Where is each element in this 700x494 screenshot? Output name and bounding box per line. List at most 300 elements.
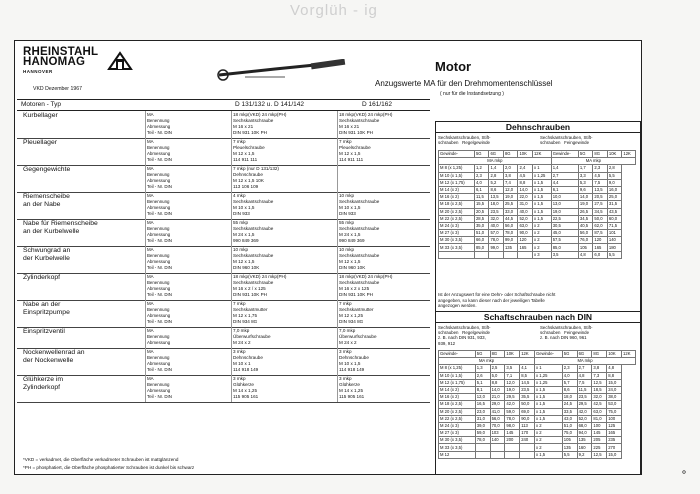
table-cell: 68,0 <box>577 422 592 429</box>
table-cell: 25,5 <box>503 201 518 208</box>
value-d131: Sechskantschraube <box>233 226 274 231</box>
table-row <box>439 451 636 458</box>
table-cell: M 33 (x 3,5) <box>439 244 475 251</box>
table-cell: x 2 <box>535 422 563 429</box>
table-cell: 30,5 <box>551 222 578 229</box>
value-d131: 18 mkp(VKD) 24 mkp(PH) <box>233 274 287 279</box>
spec-label: Benennung <box>147 172 170 177</box>
spec-label: Benennung <box>147 307 170 312</box>
table-cell: x 1,5 <box>535 394 563 401</box>
column-header: 12K <box>622 351 636 358</box>
edition-label: VKD Dezember 1967 <box>33 86 83 92</box>
spec-label: Benennung <box>147 334 170 339</box>
table-cell: M 14 (x 2) <box>439 186 475 193</box>
spec-label: Teil - Nr. DIN <box>147 157 172 162</box>
table-cell: 5,1 <box>475 379 490 386</box>
value-d131: DIN 931 10K PH <box>233 292 267 297</box>
value-d161: M 24 x 2 <box>339 340 357 345</box>
table-cell: 22,0 <box>518 194 533 201</box>
table-cell: 120 <box>518 237 533 244</box>
table-cell: 14,0 <box>490 386 505 393</box>
table-row <box>17 219 430 247</box>
dehnschrauben-title: Dehnschrauben <box>436 122 640 133</box>
spec-label: Teil - Nr. DIN <box>147 319 172 324</box>
table-header-row <box>439 151 636 158</box>
table-cell: 23,5 <box>489 208 504 215</box>
table-cell: 165 <box>518 244 533 251</box>
spec-label: Abmessung <box>147 178 171 183</box>
spec-label: Benennung <box>147 199 170 204</box>
spec-label: Teil - Nr. DIN <box>147 211 172 216</box>
table-row <box>439 186 636 193</box>
column-header: Gewinde- <box>551 151 578 158</box>
table-cell: x 1,25 <box>535 379 563 386</box>
spec-label: MA <box>147 349 154 354</box>
table-row <box>439 230 636 237</box>
table-row <box>439 401 636 408</box>
table-cell: 4,0 <box>562 372 577 379</box>
value-d131: DIN 931 10K PH <box>233 130 267 135</box>
table-cell: 63,0 <box>518 222 533 229</box>
part-name: Nabe für Riemenscheibe an der Kurbelwelle <box>23 220 98 235</box>
value-d161: 10 mkp <box>339 247 355 252</box>
table-cell: 1,3 <box>475 365 490 372</box>
value-d131: Glühkerze <box>233 382 254 387</box>
value-d161: M 16 x 21 <box>339 124 360 129</box>
table-cell: x 2 <box>532 222 551 229</box>
column-header: 5G <box>578 151 593 158</box>
table-cell: 19,0 <box>503 194 518 201</box>
table-cell: 7,5 <box>593 179 608 186</box>
table-cell: 5,5 <box>607 172 622 179</box>
table-cell: x 2 <box>535 437 563 444</box>
value-d131: DIN 933 <box>233 211 250 216</box>
column-header: 6G <box>577 351 592 358</box>
table-cell: 140 <box>490 437 505 444</box>
spec-label: MA <box>147 193 154 198</box>
table-cell: 19,0 <box>505 386 520 393</box>
table-cell: 14,5 <box>520 379 535 386</box>
table-cell: 94,0 <box>577 430 592 437</box>
value-d161: 10 mkp <box>339 193 355 198</box>
brand-logo <box>23 47 98 77</box>
table-row <box>439 179 636 186</box>
table-cell: 23,5 <box>577 394 592 401</box>
table-cell: 105 <box>578 244 593 251</box>
table-cell: 4,8 <box>607 365 622 372</box>
table-cell: 135 <box>562 444 577 451</box>
table-cell: 7,4 <box>503 179 518 186</box>
table-cell: 12,0 <box>475 394 490 401</box>
spec-label: Benennung <box>147 382 170 387</box>
table-cell: 85,0 <box>474 244 489 251</box>
table-cell: 200 <box>505 437 520 444</box>
torque-sheet <box>14 40 642 475</box>
table-cell: 11,5 <box>577 386 592 393</box>
table-cell: 100 <box>592 422 607 429</box>
table-cell: 45,0 <box>551 230 578 237</box>
table-row <box>17 273 430 301</box>
schaft-header-right: Sechskantschrauben, Stift- schrauben Feingewinde z. B. nach DIN 960, 961 <box>540 325 593 341</box>
table-cell: 11,5 <box>474 194 489 201</box>
table-cell: 52,0 <box>518 215 533 222</box>
table-cell: 41,0 <box>490 408 505 415</box>
table-cell: 24,0 <box>607 386 622 393</box>
spec-label: Abmessung <box>147 232 171 237</box>
spec-label: Abmessung <box>147 286 171 291</box>
table-cell: 34,5 <box>578 215 593 222</box>
table-cell: 90,0 <box>518 230 533 237</box>
part-name: Gegengewichte <box>23 166 71 173</box>
table-cell: x 1,5 <box>535 401 563 408</box>
table-cell <box>490 444 505 451</box>
table-cell: 33,5 <box>562 408 577 415</box>
table-cell: M 14 (x 2) <box>439 386 476 393</box>
table-cell: 62,0 <box>593 222 608 229</box>
footnote-vkd: *VKD = verkadmet, die Oberfläche verkadmeter Schrauben ist mattglänzend <box>23 457 179 462</box>
spec-label: MA <box>147 247 154 252</box>
spec-label: MA <box>147 376 154 381</box>
spec-label: Abmessung <box>147 151 171 156</box>
table-cell: 43,0 <box>562 415 577 422</box>
spec-label: Abmessung <box>147 259 171 264</box>
table-row <box>439 394 636 401</box>
table-cell: 135 <box>577 437 592 444</box>
value-d161: Glühkerze <box>339 382 360 387</box>
spec-label: MA <box>147 301 154 306</box>
table-cell: 12,5 <box>592 379 607 386</box>
table-cell: 1,4 <box>489 165 504 172</box>
table-cell: 63,0 <box>592 408 607 415</box>
table-cell: M 10 (x 1,5) <box>439 372 476 379</box>
value-d131: M 12 x 1,5 10K <box>233 178 264 183</box>
table-cell: 4,8 <box>577 372 592 379</box>
value-d161: 7 mkp <box>339 301 352 306</box>
value-d131: 7 mkp <box>233 139 246 144</box>
column-header: 8G <box>592 351 607 358</box>
table-cell <box>439 251 475 258</box>
table-cell: 225 <box>592 444 607 451</box>
value-d161: M 12 x 1,25 <box>339 313 364 318</box>
table-cell: 20,5 <box>474 208 489 215</box>
table-cell: 56,0 <box>503 222 518 229</box>
table-cell: x 1,5 <box>535 386 563 393</box>
table-cell: 105 <box>562 437 577 444</box>
table-cell: 20,5 <box>593 194 608 201</box>
table-cell: 99,0 <box>489 244 504 251</box>
table-row <box>439 172 636 179</box>
table-cell: 4,8 <box>578 251 593 258</box>
value-d161: 7 mkp <box>339 139 352 144</box>
table-cell: 12,5 <box>592 451 607 458</box>
table-cell: 31,0 <box>518 201 533 208</box>
value-d131: 114 918 149 <box>233 367 259 372</box>
schaft-header-left: Sechskantschrauben, Stift- schrauben Regelgewinde z. B. nach DIN 931, 933, 939, 912 <box>438 325 491 346</box>
table-cell: M 8 (x 1,25) <box>439 365 476 372</box>
value-d131: Sechskantschraube <box>233 280 274 285</box>
table-cell: 3,8 <box>592 365 607 372</box>
table-row <box>439 408 636 415</box>
table-cell: 6,1 <box>551 186 578 193</box>
table-cell: 2,8 <box>489 172 504 179</box>
table-cell: 14,0 <box>578 194 593 201</box>
table-cell: 18,0 <box>562 394 577 401</box>
spec-label: Benennung <box>147 118 170 123</box>
table-cell: 170 <box>520 430 535 437</box>
spec-label: Abmessung <box>147 313 171 318</box>
table-cell: 35,0 <box>474 222 489 229</box>
spec-label: Benennung <box>147 280 170 285</box>
table-cell: 13,5 <box>593 186 608 193</box>
table-cell: 19,0 <box>578 201 593 208</box>
value-d131: DIN 934 8G <box>233 319 258 324</box>
table-cell: M 24 (x 3) <box>439 222 475 229</box>
value-d161: M 12 x 1,5 <box>339 259 361 264</box>
header-engine-type: Motoren - Typ <box>21 101 61 108</box>
table-cell: 8,8 <box>607 372 622 379</box>
torque-wrench-icon <box>215 59 350 81</box>
table-cell: 27,5 <box>593 201 608 208</box>
table-row <box>439 430 636 437</box>
part-name: Nabe an der Einspritzpumpe <box>23 301 70 316</box>
spec-label: Teil - Nr. DIN <box>147 184 172 189</box>
hanomag-emblem-icon <box>107 51 133 71</box>
column-header: 12K <box>622 151 636 158</box>
table-cell <box>518 251 533 258</box>
column-header: 8G <box>490 351 505 358</box>
table-cell: 21,0 <box>490 394 505 401</box>
table-cell: 2,5 <box>490 365 505 372</box>
table-cell: 85,0 <box>551 244 578 251</box>
value-d161: Überwurfschraube <box>339 334 377 339</box>
table-cell: 9,2 <box>577 451 592 458</box>
spec-label: Teil - Nr. DIN <box>147 238 172 243</box>
table-cell: 12,0 <box>503 186 518 193</box>
column-header: 10K <box>607 351 622 358</box>
table-cell: M 12 (x 1,75) <box>439 179 475 186</box>
table-cell: 4,4 <box>551 179 578 186</box>
table-cell: 13,5 <box>489 194 504 201</box>
table-cell: 50,0 <box>593 215 608 222</box>
table-cell: 240 <box>520 437 535 444</box>
value-d131: DIN 960 10K <box>233 265 260 270</box>
table-cell: 13,0 <box>551 201 578 208</box>
table-cell: 3,5 <box>505 365 520 372</box>
value-d131: Sechskantschraube <box>233 199 274 204</box>
table-row <box>439 237 636 244</box>
spec-label: Abmessung <box>147 340 171 345</box>
table-row <box>439 422 636 429</box>
table-cell: 14,0 <box>518 186 533 193</box>
table-cell: 44,5 <box>503 215 518 222</box>
part-name: Zylinderkopf <box>23 274 61 281</box>
dehn-header-left: Sechskantschrauben, Stift- schrauben Regelgewinde <box>438 135 491 146</box>
table-cell <box>520 444 535 451</box>
table-cell: 16,5 <box>475 401 490 408</box>
table-cell <box>505 451 520 458</box>
value-d131: 114 911 111 <box>233 157 258 162</box>
table-cell: 2,4 <box>518 165 533 172</box>
table-cell: 33,0 <box>503 208 518 215</box>
header-d131: D 131/132 u. D 141/142 <box>235 101 305 108</box>
value-d161: 115 905 161 <box>339 394 365 399</box>
value-d161: 55 mkp <box>339 220 355 225</box>
table-cell: 205 <box>592 437 607 444</box>
table-cell: 3,8 <box>503 172 518 179</box>
table-cell: 22,5 <box>551 215 578 222</box>
table-cell: 145 <box>592 430 607 437</box>
value-d131: 113 106 109 <box>233 184 259 189</box>
column-header: 12K <box>520 351 535 358</box>
spec-label: Teil - Nr. DIN <box>147 367 172 372</box>
table-cell: x 1,5 <box>532 215 551 222</box>
table-header-row <box>439 351 636 358</box>
spec-label: Abmessung <box>147 124 171 129</box>
spec-label: Benennung <box>147 253 170 258</box>
value-d131: M 10 x 1 <box>233 361 251 366</box>
dehnschrauben-panel <box>435 121 641 313</box>
value-d161: Sechskantschraube <box>339 226 380 231</box>
brand-line3: HANNOVER <box>23 69 53 74</box>
value-d131: 7 mkp (nur D 131/132) <box>233 166 279 171</box>
unit-label: MA mkp <box>535 358 636 365</box>
spec-label: Benennung <box>147 355 170 360</box>
value-d131: M 16 x 21 <box>233 124 254 129</box>
table-cell <box>475 444 490 451</box>
value-d131: M 24 x 1,5 <box>233 232 255 237</box>
part-name: Einspritzventil <box>23 328 65 335</box>
page-note: ( nur für die Instandsetzung ) <box>440 91 504 97</box>
table-cell: M 20 (x 2,5) <box>439 408 476 415</box>
table-cell: 32,0 <box>592 394 607 401</box>
table-cell: M 10 (x 1,5) <box>439 172 475 179</box>
value-d161: Dehnschraube <box>339 355 369 360</box>
spec-label: MA <box>147 112 154 117</box>
value-d161: M 16 x 2 x 125 <box>339 286 370 291</box>
table-cell: 3,3 <box>578 172 593 179</box>
table-row <box>17 300 430 328</box>
schaftschrauben-table <box>438 350 636 459</box>
page-subtitle: Anzugswerte MA für den Drehmomentenschlüssel <box>375 79 553 88</box>
table-cell: 1,2 <box>474 165 489 172</box>
part-name: Pleuellager <box>23 139 58 146</box>
table-cell: 3,5 <box>551 251 578 258</box>
table-cell: M 22 (x 2,5) <box>439 215 475 222</box>
table-cell: 81,0 <box>592 415 607 422</box>
dehn-header-right: Sechskantschrauben, Stift- schrauben Feingewinde <box>540 135 593 146</box>
value-d161: DIN 933 <box>339 211 356 216</box>
table-cell: 99,0 <box>503 237 518 244</box>
value-d131: Dehnschraube <box>233 172 263 177</box>
table-cell: 59,0 <box>505 408 520 415</box>
table-cell: 40,0 <box>489 222 504 229</box>
table-row <box>439 208 636 215</box>
table-cell: 120 <box>593 237 608 244</box>
table-cell: 42,0 <box>577 408 592 415</box>
value-d131: 990 849 369 <box>233 238 259 243</box>
table-row <box>17 165 430 193</box>
spec-label: MA <box>147 274 154 279</box>
column-header: 5G <box>474 151 489 158</box>
table-cell: 57,0 <box>489 230 504 237</box>
table-cell: M 24 (x 3) <box>439 422 476 429</box>
table-cell <box>490 451 505 458</box>
table-cell <box>503 251 518 258</box>
table-cell: M 33 (x 3,5) <box>439 444 476 451</box>
table-cell: M 18 (x 2,5) <box>439 401 476 408</box>
spec-label: Abmessung <box>147 388 171 393</box>
table-cell: 9,0 <box>607 179 622 186</box>
brand-line1: RHEINSTAHL <box>23 46 99 58</box>
column-header: Gewinde- <box>535 351 563 358</box>
ma-unit-row <box>439 358 636 365</box>
dehnschrauben-table <box>438 150 636 259</box>
table-cell: 8,8 <box>518 179 533 186</box>
table-cell: 19,0 <box>551 208 578 215</box>
table-cell: 98,0 <box>505 422 520 429</box>
table-row <box>17 375 430 403</box>
table-cell: 32,0 <box>489 215 504 222</box>
table-cell: 2,3 <box>474 172 489 179</box>
table-cell: 6,1 <box>474 186 489 193</box>
table-cell: M 18 (x 2,5) <box>439 201 475 208</box>
table-cell: M 30 (x 3,5) <box>439 237 475 244</box>
table-row <box>17 111 430 139</box>
column-header: 8G <box>593 151 608 158</box>
value-d131: M 14 x 1,25 <box>233 388 258 393</box>
table-row <box>439 372 636 379</box>
table-cell: 71,5 <box>607 222 622 229</box>
table-cell: 29,0 <box>490 401 505 408</box>
spec-label: Benennung <box>147 145 170 150</box>
table-cell <box>474 251 489 258</box>
table-row <box>439 215 636 222</box>
table-cell: 7,1 <box>505 372 520 379</box>
table-cell: M 12 (x 1,75) <box>439 379 476 386</box>
value-d131: 3 mkp <box>233 349 246 354</box>
table-cell: 50,0 <box>520 401 535 408</box>
table-cell: 6,0 <box>593 251 608 258</box>
table-cell: 4,5 <box>518 172 533 179</box>
part-name: Nockenwellenrad an der Nockenwelle <box>23 349 85 364</box>
table-cell: 103 <box>490 430 505 437</box>
table-cell <box>520 451 535 458</box>
table-cell: 75,0 <box>562 430 577 437</box>
table-cell: 7,5 <box>577 379 592 386</box>
spec-label: MA <box>147 166 154 171</box>
table-cell: 38,0 <box>607 394 622 401</box>
main-table-header <box>17 99 430 111</box>
table-cell: x 2 <box>532 237 551 244</box>
table-row <box>439 244 636 251</box>
table-cell: 23,0 <box>475 408 490 415</box>
table-cell: x 1,5 <box>535 415 563 422</box>
value-d161: Sechskantschraube <box>339 118 380 123</box>
value-d161: 114 911 111 <box>339 157 364 162</box>
spec-label: Teil - Nr. DIN <box>147 130 172 135</box>
value-d161: Sechskantschraube <box>339 280 380 285</box>
part-name: Glühkerze im Zylinderkopf <box>23 376 64 391</box>
table-cell: x 1,5 <box>535 408 563 415</box>
table-row <box>17 138 430 166</box>
table-cell: 5,5 <box>607 251 622 258</box>
table-cell: 7,3 <box>592 372 607 379</box>
table-cell: 56,0 <box>578 230 593 237</box>
table-cell: 24,5 <box>562 401 577 408</box>
table-cell: M 16 (x 2) <box>439 194 475 201</box>
table-cell: 165 <box>607 430 622 437</box>
table-cell: 15,0 <box>607 451 622 458</box>
